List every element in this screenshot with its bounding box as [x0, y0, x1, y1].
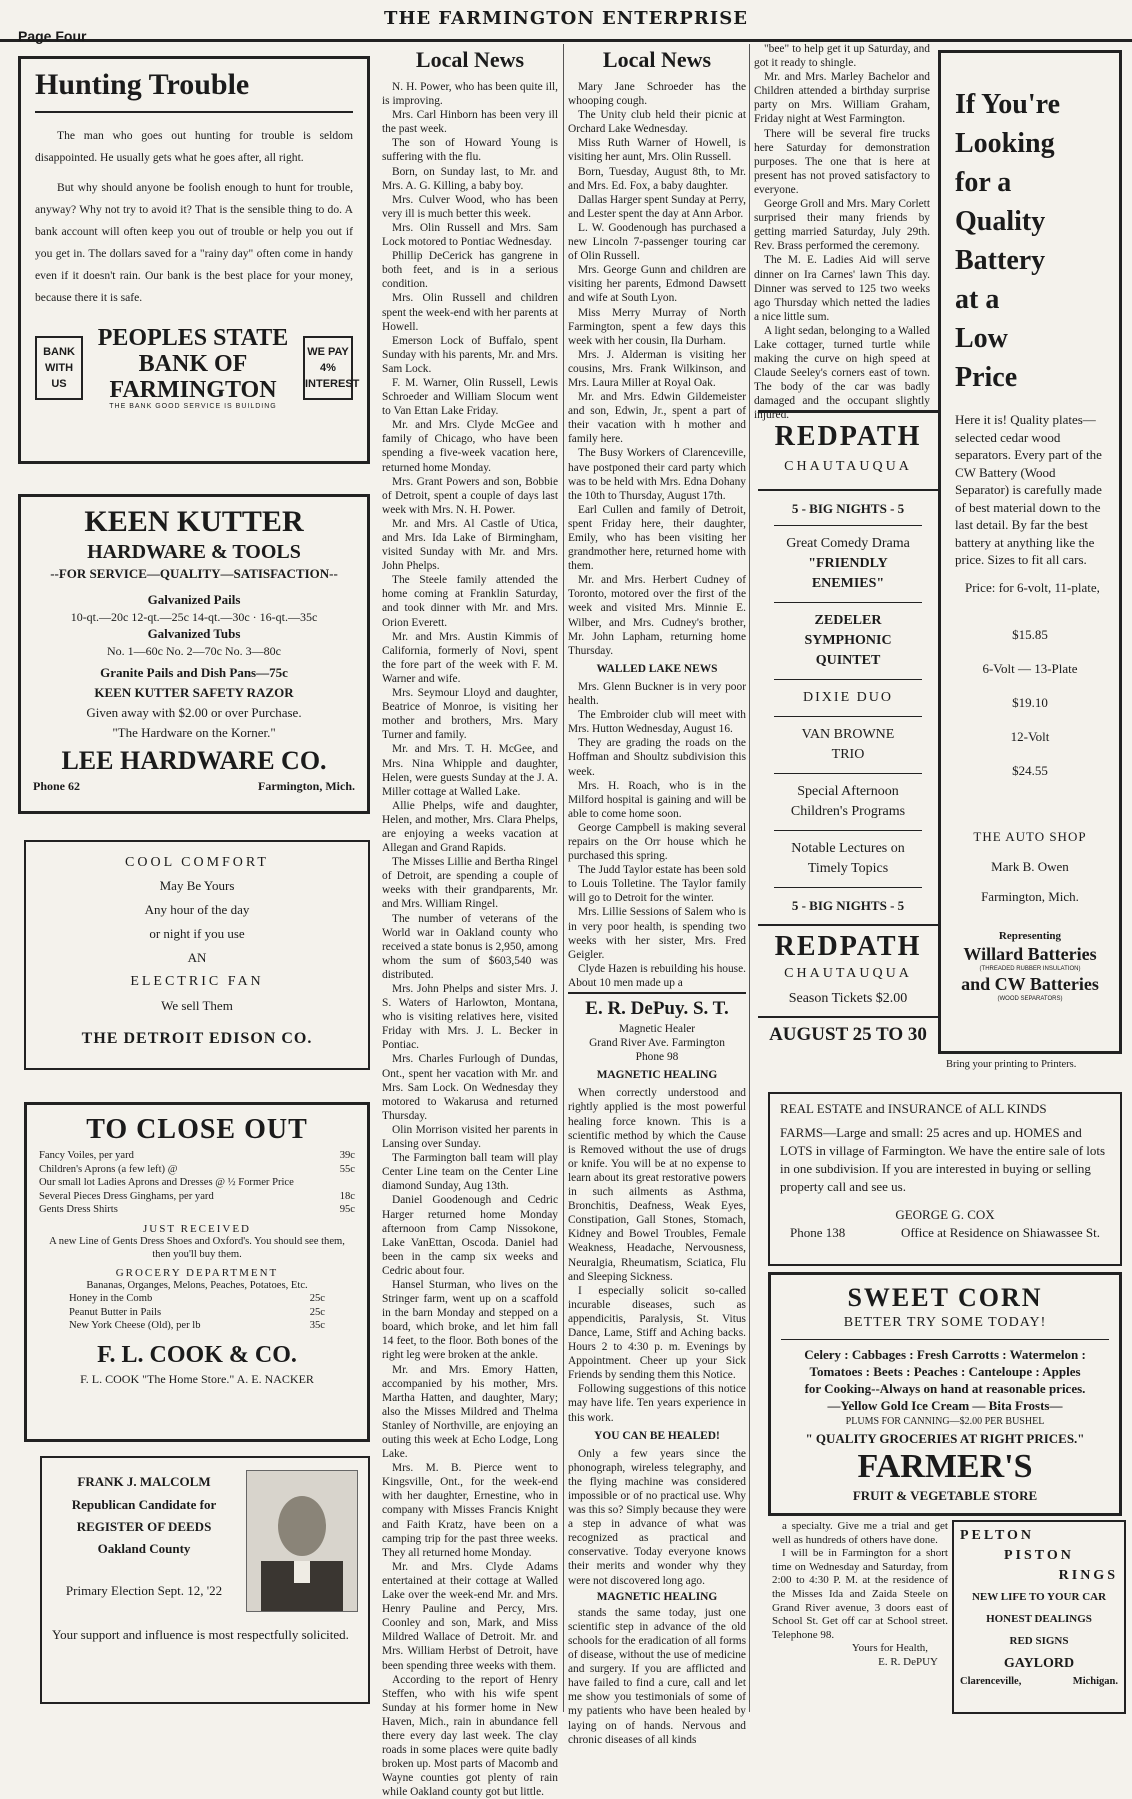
- column-heading: Local News: [602, 47, 712, 72]
- price-row: [39, 1190, 355, 1204]
- headline-line: Price: [955, 362, 1018, 393]
- price-row: [39, 1163, 355, 1177]
- ad-paragraph: But why should anyone be foolish enough to hunt for trouble, anyway? Why not try to avoid it? That is the sensible thing to do. A bank account will often keep you out of trouble or help you out if you get in. The dollars saved for a "rainy day" often come in handy even if it doesn't rain. Our bank is the best place for your money, because there it is safe.: [35, 181, 353, 304]
- column-heading: Local News: [415, 47, 525, 72]
- news-item: Emerson Lock of Buffalo, spent Sunday with his parents, Mr. and Mrs. Sam Lock.: [382, 334, 558, 375]
- produce-line: Tomatoes : Beets : Peaches : Canteloupe : Apples: [809, 1364, 1081, 1379]
- agent-name: GEORGE G. COX: [895, 1207, 995, 1222]
- agent-phone: Phone 138: [790, 1225, 846, 1240]
- ad-line: Grand River Ave. Farmington: [589, 1037, 725, 1050]
- ad-subtitle: CHAUTAUQUA: [784, 966, 912, 981]
- news-item: The Embroider club will meet with Mrs. Hutton Wednesday, August 16.: [568, 709, 746, 736]
- news-item: Mr. and Mrs. Herbert Cudney of Toronto, motored over the first of the week and visited Mrs. Minnie E. Wilber, and Mrs. Cudney's brother, Mr. John Lapham, returning home Thursday.: [568, 574, 746, 657]
- news-item: Mr. and Mrs. T. H. McGee, and Mrs. Nina Whipple and daughter, Helen, were guests Sunday at the J. A. Miller cottage at Walled Lake.: [382, 743, 558, 798]
- news-item: F. M. Warner, Olin Russell, Lewis Schroeder and William Slocum went to Van Ettan Lake Friday.: [382, 376, 558, 418]
- news-item: "bee" to help get it up Saturday, and got it ready to shingle.: [754, 43, 930, 70]
- ad-line: 5 - BIG NIGHTS - 5: [791, 898, 905, 913]
- ad-line: HONEST DEALINGS: [986, 1613, 1092, 1625]
- news-item: Mrs. Carl Hinborn has been very ill the past week.: [382, 109, 558, 136]
- news-item: Mrs. John Phelps and sister Mrs. J. S. Waters of Harlowton, Montana, who is visiting relatives here, visited Friday with Mrs. J. L. Becker in Pontiac.: [382, 983, 558, 1052]
- news-item: The Judd Taylor estate has been sold to Louis Tolletine. The Taylor family will go to Detroit for the winter.: [568, 864, 746, 905]
- ad-line: Magnetic Healer: [618, 1023, 696, 1035]
- ad-title: TO CLOSE OUT: [86, 1114, 308, 1145]
- store-name: LEE HARDWARE CO.: [61, 746, 327, 775]
- pelton-ad: [952, 1520, 1126, 1714]
- agent-office: Office at Residence on Shiawassee St.: [900, 1225, 1100, 1240]
- ad-line: Oakland County: [97, 1541, 191, 1556]
- news-item: Mr. and Mrs. Al Castle of Utica, and Mrs. Ida Lake of Birmingham, visited Sunday with Mr. and Mrs. John Phelps.: [382, 517, 558, 573]
- ad-paragraph: I will be in Farmington for a short time on Wednesday and Saturday, from 2:00 to 4:30 P. M. at the residence of the Misses Ida and Zaida Steele on Grand River avenue, 3 doors east of School St. Get off car at School street. Telephone 98.: [772, 1547, 948, 1641]
- slogan: " QUALITY GROCERIES AT RIGHT PRICES.": [805, 1431, 1085, 1446]
- price-row: [39, 1149, 355, 1163]
- item-price: 95c: [339, 1204, 355, 1216]
- close-out-ad: [24, 1102, 370, 1442]
- signature-line: Yours for Health,: [851, 1642, 928, 1655]
- ad-tagline: --FOR SERVICE—QUALITY—SATISFACTION--: [50, 566, 338, 581]
- price-row: [69, 1319, 325, 1333]
- ad-paragraph: Following suggestions of this notice may have life. Ten years experience in this work.: [568, 1383, 746, 1424]
- section-heading: JUST RECEIVED: [143, 1222, 251, 1235]
- news-item: N. H. Power, who has been quite ill, is improving.: [382, 81, 558, 108]
- program-item: VAN BROWNE TRIO: [801, 727, 895, 762]
- produce-line: Celery : Cabbages : Fresh Carrotts : Watermelon :: [804, 1347, 1086, 1362]
- news-item: Mrs. Culver Wood, who has been very ill is much better this week.: [382, 193, 558, 220]
- program-item: Notable Lectures on Timely Topics: [791, 841, 905, 876]
- headline-line: at a: [955, 284, 1000, 315]
- headline-line: Low: [955, 323, 1008, 354]
- section-heading: MAGNETIC HEALING: [596, 1590, 718, 1603]
- signature-line: E. R. DePUY: [878, 1655, 938, 1668]
- ad-text: A new Line of Gents Dress Shoes and Oxford's. You should see them, then you'll buy them.: [49, 1235, 345, 1260]
- store-name: F. L. COOK & CO.: [97, 1341, 297, 1368]
- masthead: [0, 8, 1132, 42]
- news-item: Miss Ruth Warner of Howell, is visiting her aunt, Mrs. Olin Russell.: [568, 137, 746, 164]
- ad-heading: REAL ESTATE and INSURANCE of ALL KINDS: [780, 1101, 1047, 1116]
- news-item: Allie Phelps, wife and daughter, Helen, and mother, Mrs. Clara Phelps, are enjoying a weeks vacation at Allegan and Grand Rapids.: [382, 799, 558, 855]
- item-name: Fancy Voiles, per yard: [39, 1150, 134, 1161]
- program-item: "FRIENDLY ENEMIES": [808, 556, 888, 591]
- ad-line: or night if you use: [149, 926, 245, 941]
- store-name: FARMER'S: [857, 1448, 1033, 1485]
- news-item: Mrs. Seymour Lloyd and daughter, Beatrice of Monroe, is visiting her mother and brothers, Mrs. Mary Turner and family.: [382, 687, 558, 742]
- news-item: Born, Tuesday, August 8th, to Mr. and Mrs. Ed. Fox, a baby daughter.: [568, 165, 746, 192]
- produce-line: for Cooking--Always on hand at reasonable prices.: [804, 1381, 1086, 1396]
- ad-title: SWEET CORN: [847, 1283, 1043, 1312]
- item-name: Honey in the Comb: [69, 1292, 153, 1304]
- news-item: Born, on Sunday last, to Mr. and Mrs. A. G. Killing, a baby boy.: [382, 165, 558, 192]
- news-item: Miss Merry Murray of North Farmington, spent a few days this week with her cousin, Ila Durham.: [568, 306, 746, 347]
- ad-line: May Be Yours: [159, 878, 235, 893]
- candidate-portrait: [246, 1470, 358, 1612]
- news-item: A light sedan, belonging to a Walled Lake cottager, turned turtle while making the curve on high speed at Claude Seeley's corners east of town. The body of the car was badly damaged and the occupant slightly injured.: [754, 324, 930, 422]
- ad-paragraph: Only a few years since the phonograph, wireless telegraphy, and the flying machine was considered impossible or of no practical use. Why was this so? Simply because they were a step in advance of what was recognized as practical and conservative. Today everyone knows their merits and wonder why they were not discovered long ago.: [568, 1447, 746, 1587]
- price-heading: 12-Volt: [1010, 728, 1050, 744]
- keen-kutter-ad: [18, 494, 370, 814]
- news-item: Mrs. Olin Russell and children spent the week-end with her parents at Howell.: [382, 292, 558, 333]
- bank-logo: [83, 325, 303, 410]
- news-item: The Steele family attended the home coming at Franklin Saturday, and took dinner with Mr. and Mrs. Orion Everett.: [382, 574, 558, 629]
- brand-note: (THREADED RUBBER INSULATION): [979, 965, 1081, 972]
- malcolm-ad: [40, 1456, 370, 1704]
- item-price: 39c: [339, 1150, 355, 1161]
- produce-line: —Yellow Gold Ice Cream — Bita Frosts—: [827, 1398, 1063, 1413]
- ad-line: ELECTRIC FAN: [130, 974, 264, 989]
- news-item: Mrs. Lillie Sessions of Salem who is in very poor health, is spending two weeks with her sister, Mrs. Fred Geigler.: [568, 906, 746, 961]
- redpath-ad: [758, 410, 938, 1074]
- news-item: According to the report of Henry Steffen, who with his wife spent Sunday at his former home in New Haven, Mich., rain in abundance fell there every day last week. The clay roads in some places were quite badly broken up. Most parts of Macomb and Wayne counties got plenty of rain while Oakland county got but little.: [382, 1673, 558, 1799]
- item-price: 25c: [309, 1306, 325, 1318]
- brand-note: (WOOD SEPARATORS): [997, 995, 1063, 1002]
- news-item: Mrs. Grant Powers and son, Bobbie of Detroit, spent a couple of days last week with Mrs. N. H. Power.: [382, 475, 558, 516]
- ad-title: Hunting Trouble: [35, 68, 250, 101]
- candidate-name: FRANK J. MALCOLM: [77, 1474, 211, 1489]
- news-item: Earl Cullen and family of Detroit, spent Friday here, their daughter, Emily, who has been visiting her grandmother here, returned home with them.: [568, 503, 746, 573]
- item-name: Children's Aprons (a few left) @: [39, 1163, 178, 1175]
- brand-name: Willard Batteries: [963, 943, 1097, 964]
- news-item: They are grading the roads on the Hoffman and Shoultz subdivision this week.: [568, 737, 746, 778]
- bank-name-line: PEOPLES STATE: [97, 325, 289, 351]
- local-news-column-2: [568, 42, 746, 992]
- ad-line: PELTON: [960, 1528, 1035, 1543]
- ad-line: AN: [187, 950, 207, 965]
- dealer-state: Michigan.: [1072, 1676, 1118, 1687]
- depuy-ad-continued: [772, 1520, 948, 1714]
- ad-title: REDPATH: [774, 421, 922, 452]
- news-item: The M. E. Ladies Aid will serve dinner on Ira Carnes' lawn This day. Dinner was served to 125 two weeks ago Thursday which netted the ladies a nice little sum.: [754, 254, 930, 323]
- brand-name: and CW Batteries: [961, 973, 1099, 994]
- news-item: The number of veterans of the World war in Oakland county who received a state bonus is 2,950, among whom the sum of $603,540 was distributed.: [382, 912, 558, 981]
- news-item: The Busy Workers of Clarenceville, have postponed their card party which was to be held with Mrs. Edna Dohany the 10th to Thursday, August 17th.: [568, 447, 746, 502]
- shop-name: THE AUTO SHOP: [973, 828, 1087, 844]
- slogan: "The Hardware on the Korner.": [112, 725, 276, 740]
- price-row: [39, 1203, 355, 1217]
- news-item: Mrs. J. Alderman is visiting her cousins, Mrs. Frank Wilkinson, and Mrs. Laura Miller at Royal Oak.: [568, 348, 746, 389]
- ad-paragraph: The man who goes out hunting for trouble is seldom disappointed. He usually gets what he goes after, all right.: [35, 129, 353, 164]
- headline-line: Quality: [955, 206, 1046, 237]
- price-line: Granite Pails and Dish Pans—75c: [100, 665, 288, 680]
- ad-title: REDPATH: [774, 931, 922, 962]
- ad-line: NEW LIFE TO YOUR CAR: [971, 1591, 1107, 1603]
- ad-paragraph: I especially solicit so-called incurable diseases, such as appendicitis, Paralysis, St. Vitus Dance, Lame, Stiff and Aching backs. Hours 2 to 4:30 p. m. Evenings by Appointment. Cheer up your Sick Friends by sending them this Notice.: [568, 1284, 746, 1382]
- event-dates: AUGUST 25 TO 30: [769, 1024, 927, 1045]
- ad-line: Representing: [998, 929, 1062, 942]
- headline-line: If You're: [955, 89, 1060, 120]
- price-value: $19.10: [1012, 694, 1048, 710]
- ad-line: Republican Candidate for: [71, 1497, 217, 1512]
- ad-text: Bananas, Organges, Melons, Peaches, Potatoes, Etc.: [86, 1279, 308, 1291]
- column-rule: [749, 44, 750, 1712]
- price-row: [69, 1292, 325, 1306]
- election-date: Primary Election Sept. 12, '22: [65, 1583, 223, 1598]
- news-item: Mrs. Charles Furlough of Dundas, Ont., spent her vacation with Mr. and Mrs. Sam Lock. On Wednesday they motored to Wakarusa and returned Thursday.: [382, 1053, 558, 1122]
- news-item: The Unity club held their picnic at Orchard Lake Wednesday.: [568, 109, 746, 136]
- detroit-edison-ad: [24, 840, 370, 1070]
- ad-subtitle: HARDWARE & TOOLS: [87, 541, 301, 563]
- column-rule: [563, 44, 564, 1712]
- shop-owner: Mark B. Owen: [991, 858, 1069, 874]
- item-name: Gents Dress Shirts: [39, 1204, 118, 1216]
- price-value: $15.85: [1012, 626, 1048, 642]
- news-item: Dallas Harger spent Sunday at Perry, and Lester spent the day at Ann Arbor.: [568, 193, 746, 220]
- produce-line: PLUMS FOR CANNING—$2.00 PER BUSHEL: [845, 1416, 1045, 1427]
- news-item: Mr. and Mrs. Emory Hatten, accompanied by his mother, Mrs. Martha Hatten, and daughter, Mary; also the Misses Mildred and Thelma Stanley of Northville, are enjoying an outing this week at Echo Lodge, Long Lake.: [382, 1363, 558, 1461]
- bank-name-line: FARMINGTON: [109, 377, 277, 403]
- local-news-column-1: [382, 42, 558, 1799]
- bank-name-line: BANK OF: [138, 351, 248, 377]
- news-item: Mrs. Glenn Buckner is in very poor health.: [568, 680, 746, 708]
- program-item: ZEDELER SYMPHONIC QUINTET: [804, 613, 892, 668]
- news-item: The son of Howard Young is suffering with the flu.: [382, 137, 558, 164]
- real-estate-ad: [768, 1092, 1122, 1266]
- ad-text: Your support and influence is most respectfully solicited.: [52, 1627, 349, 1642]
- ad-text: Here it is! Quality plates—selected cedar wood separators. Every part of the CW Battery (Wood Separator) is carefully made of best material down to the last detail. By far the best battery at anything like the price. Sizes to fit all cars.: [955, 412, 1102, 567]
- news-item: Mr. and Mrs. Edwin Gildemeister and son, Edwin, Jr., spent a part of their vacation with h mother and family here.: [568, 391, 746, 446]
- ad-line: COOL COMFORT: [125, 855, 269, 870]
- section-heading: MAGNETIC HEALING: [596, 1069, 718, 1082]
- news-item: The Farmington ball team will play Center Line team on the Center Line diamond Sunday, Aug 13th.: [382, 1152, 558, 1193]
- store-tagline: FRUIT & VEGETABLE STORE: [852, 1488, 1038, 1503]
- news-item: George Campbell is making several repairs on the Orr house which he purchased this spring.: [568, 821, 746, 863]
- razor-line: KEEN KUTTER SAFETY RAZOR: [94, 685, 294, 700]
- news-item: Mrs. M. B. Pierce went to Kingsville, Ont., for the week-end with her daughter, Ernestine, who in company with Misses Francis Knight and Faith Kratz, have been on a camping trip for the past three weeks. They all returned home Monday.: [382, 1462, 558, 1559]
- ad-title: KEEN KUTTER: [84, 505, 304, 538]
- printing-notice: Bring your printing to Printers.: [946, 1059, 1077, 1070]
- price-row: [39, 1176, 355, 1190]
- ad-subtitle: CHAUTAUQUA: [784, 459, 912, 474]
- headline-line: for a: [955, 167, 1012, 198]
- ad-line: 5 - BIG NIGHTS - 5: [791, 501, 905, 516]
- ad-line: Phone 98: [635, 1051, 679, 1064]
- news-item: Clyde Hazen is rebuilding his house. About 10 men made up a: [568, 962, 746, 989]
- bank-with-us-badge: BANK WITH US: [35, 336, 83, 400]
- news-item: Phillip DeCerick has gangrene in both feet, and is in a serious condition.: [382, 250, 558, 291]
- item-price: 25c: [309, 1292, 325, 1304]
- price-row: [69, 1306, 325, 1320]
- dealer-town: Clarenceville,: [960, 1676, 1022, 1687]
- news-item: Daniel Goodenough and Cedric Harger returned home Monday afternoon from Camp Nissokone, Lake VanEttan, Oscoda. Daniel had been in the camp six weeks and Cedric about four.: [382, 1194, 558, 1277]
- page-number: Page Four: [18, 28, 87, 44]
- item-name: Our small lot Ladies Aprons and Dresses @ ½ Former Price: [39, 1177, 294, 1189]
- dealer-name: GAYLORD: [1003, 1656, 1075, 1671]
- news-item: There will be several fire trucks here Saturday for demonstration purposes. The one that is here at present has not proved satisfactory to everyone.: [754, 127, 930, 196]
- shop-city: Farmington, Mich.: [981, 888, 1079, 904]
- close-out-list: [39, 1149, 355, 1217]
- news-items: [754, 42, 930, 423]
- local-news-column-3: [754, 42, 930, 422]
- price-line: 10-qt.—20c 12-qt.—25c 14-qt.—30c · 16-qt.—35c: [70, 610, 318, 624]
- news-item: Mary Jane Schroeder has the whooping cough.: [568, 81, 746, 108]
- depuy-ad: [568, 992, 746, 1746]
- price-heading: 6-Volt — 13-Plate: [982, 660, 1078, 676]
- section-heading: Galvanized Pails: [147, 592, 241, 607]
- news-item: Mr. and Mrs. Clyde McGee and family of Chicago, who have been spending a five-week vacation here, returned home Monday.: [382, 419, 558, 474]
- store-owners: F. L. COOK "The Home Store." A. E. NACKER: [80, 1371, 314, 1386]
- store-phone: Phone 62: [33, 779, 81, 793]
- news-item: Olin Morrison visited her parents in Lansing over Sunday.: [382, 1123, 558, 1151]
- news-item: L. W. Goodenough has purchased a new Lincoln 7-passenger touring car of Olin Russell.: [568, 221, 746, 263]
- item-price: 35c: [309, 1320, 325, 1332]
- news-item: Mrs. George Gunn and children are visiting her parents, Edmond Dawsett and wife at South Lyon.: [568, 264, 746, 305]
- news-items: [568, 680, 746, 990]
- price-heading: Price: for 6-volt, 11-plate,: [965, 579, 1100, 595]
- ad-text: FARMS—Large and small: 25 acres and up. HOMES and LOTS in village of Farmington. We have the entire sale of lots in one subdivision. If you are interested in buying or selling property call and see us.: [780, 1125, 1106, 1194]
- ad-line: RINGS: [1058, 1568, 1118, 1583]
- news-items: [568, 80, 746, 658]
- ad-line: Any hour of the day: [144, 902, 250, 917]
- news-item: The Misses Lillie and Bertha Ringel of Detroit, are spending a couple of weeks with their grandparents, Mr. and Mrs. William Ringel.: [382, 856, 558, 911]
- news-item: George Groll and Mrs. Mary Corlett surprised their many friends by getting married Saturday, July 29th. Rev. Brass performed the ceremony.: [754, 198, 930, 253]
- price-value: $24.55: [1012, 762, 1048, 778]
- sweet-corn-ad: [768, 1272, 1122, 1516]
- ticket-price: Season Tickets $2.00: [788, 991, 908, 1006]
- offer-line: Given away with $2.00 or over Purchase.: [86, 705, 302, 720]
- ad-line: REGISTER OF DEEDS: [76, 1519, 212, 1534]
- news-items: [382, 80, 558, 1799]
- section-heading: WALLED LAKE NEWS: [596, 662, 718, 675]
- grocery-list: [39, 1292, 355, 1333]
- news-item: Mrs. Olin Russell and Mrs. Sam Lock motored to Pontiac Wednesday.: [382, 221, 558, 249]
- news-item: Hansel Sturman, who lives on the Stringer farm, went up on a scaffold in the barn Monday and stepped on a board, which broke, and let him fall 14 feet, to the floor. Both bones of the right leg were broken at the ankle.: [382, 1278, 558, 1362]
- battery-ad: [938, 50, 1122, 1054]
- program-item: DIXIE DUO: [803, 690, 893, 705]
- item-name: Peanut Butter in Pails: [69, 1306, 162, 1318]
- item-name: New York Cheese (Old), per lb: [69, 1320, 201, 1332]
- news-item: Mr. and Mrs. Clyde Adams entertained at their cottage at Walled Lake over the week-end Mr. and Mrs. Henry Pauline and Percy, Mrs. Coonley and son, Mark, and Miss Mildred Wallace of Detroit. Mr. and Mrs. William Herbst of Detroit, have been spending three weeks with them.: [382, 1560, 558, 1672]
- company-name: THE DETROIT EDISON CO.: [81, 1030, 313, 1047]
- headline-line: Battery: [955, 245, 1046, 276]
- interest-badge: WE PAY 4% INTEREST: [303, 336, 353, 400]
- news-item: Mrs. H. Roach, who is in the Milford hospital is gaining and will be able to come home soon.: [568, 779, 746, 820]
- ad-line: PISTON: [1004, 1548, 1074, 1563]
- item-name: Several Pieces Dress Ginghams, per yard: [39, 1190, 214, 1202]
- section-heading: GROCERY DEPARTMENT: [115, 1266, 279, 1279]
- newspaper-title: THE FARMINGTON ENTERPRISE: [384, 8, 748, 29]
- section-heading: Galvanized Tubs: [147, 626, 241, 641]
- program-item: Great Comedy Drama: [786, 536, 910, 551]
- ad-paragraph: a specialty. Give me a trial and get well as hundreds of others have done.: [772, 1520, 948, 1546]
- item-price: 18c: [339, 1190, 355, 1202]
- item-price: 55c: [339, 1163, 355, 1175]
- section-heading: YOU CAN BE HEALED!: [594, 1429, 720, 1442]
- ad-subtitle: BETTER TRY SOME TODAY!: [843, 1315, 1047, 1330]
- news-item: Mr. and Mrs. Austin Kimmis of California, formerly of Novi, spent the fore part of the week with F. M. Warner and wife.: [382, 630, 558, 685]
- program-item: Special Afternoon Children's Programs: [790, 784, 906, 819]
- healer-name: E. R. DePuy. S. T.: [585, 998, 729, 1019]
- bank-tagline: THE BANK GOOD SERVICE IS BUILDING: [109, 403, 277, 410]
- news-item: Mr. and Mrs. Marley Bachelor and Children attended a birthday surprise party on Mrs. William Graham, Friday night at West Farmington.: [754, 71, 930, 126]
- hunting-trouble-ad: [18, 56, 370, 464]
- ad-paragraph: When correctly understood and rightly applied is the most powerful healing force known. This is a scientific method by which the Cause is Removed without the use of drugs or knife. You will be at no expense to learn about its great restorative powers in such ailments as Asthma, Bronchitis, Deafness, Weak Eyes, Constipation, Gall Stones, Stomach, Kidney and Bowel Troubles, Female Weakness, Headache, Nervousness, Neuralgia, Rheumatism, Sciatica, Flu and Sleeping Sickness.: [568, 1087, 746, 1283]
- price-line: No. 1—60c No. 2—70c No. 3—80c: [107, 644, 281, 658]
- ad-line: RED SIGNS: [1009, 1635, 1069, 1647]
- ad-line: We sell Them: [161, 998, 233, 1013]
- store-city: Farmington, Mich.: [258, 779, 355, 793]
- ad-paragraph: stands the same today, just one scientific step in advance of the old schools for the eradication of all forms of disease, without the use of medicine and surgery. If you are afflicted and have failed to find a cure, call and let me show you testimonials of some of my patients who have been healed by laying on of hands. Nervous and chronic diseases of all kinds: [568, 1606, 746, 1746]
- headline-line: Looking: [955, 128, 1055, 159]
